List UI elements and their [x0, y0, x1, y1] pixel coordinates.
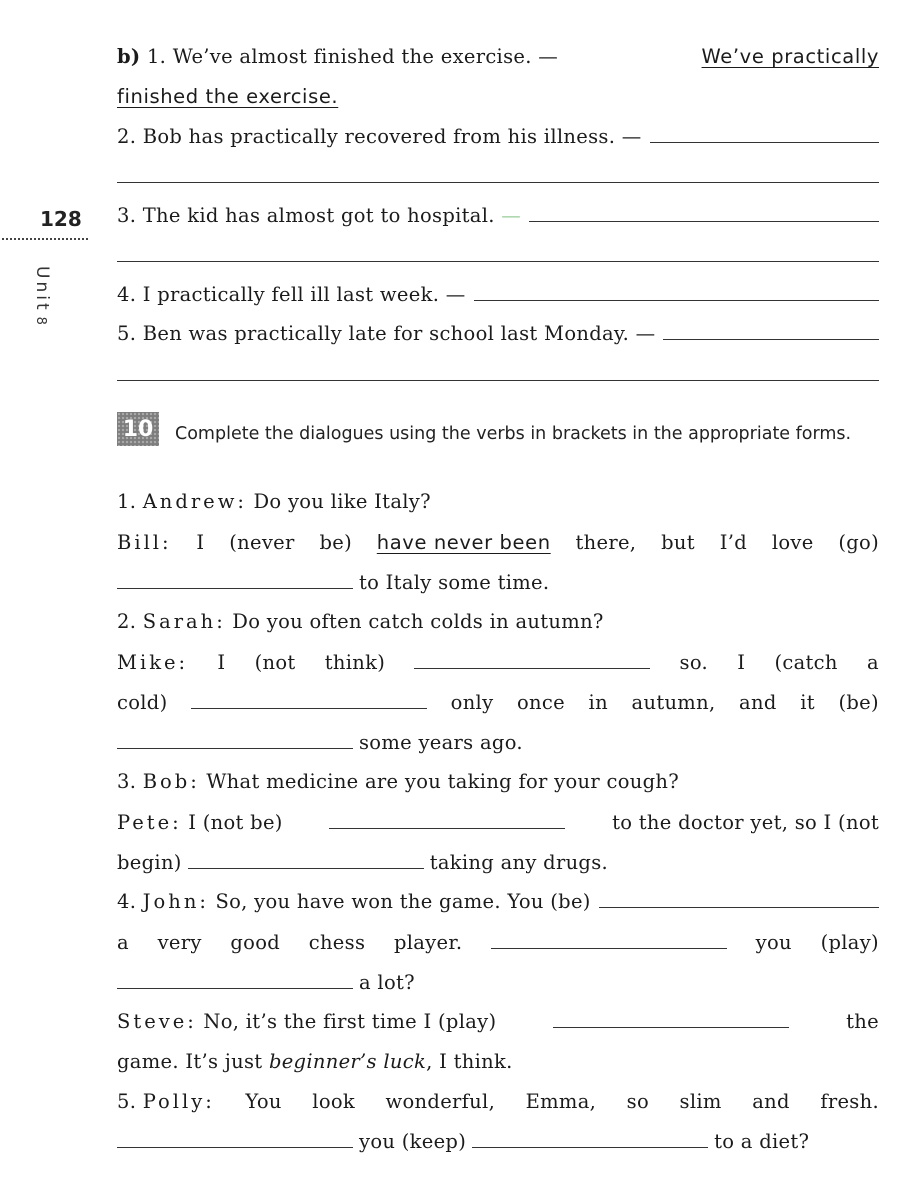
word: player.	[393, 931, 463, 954]
answer-blank[interactable]	[117, 747, 353, 749]
word: I	[737, 651, 746, 674]
example-answer: have never been	[376, 531, 551, 554]
word: once	[517, 691, 565, 714]
example-answer-part2: finished the exercise.	[117, 85, 339, 108]
page-number-rule	[2, 238, 88, 240]
item-number: 4.	[117, 283, 137, 306]
dialogue-text: to Italy some time.	[359, 571, 550, 594]
dialogue-text: , I think.	[426, 1050, 513, 1073]
word: there,	[575, 531, 637, 554]
speaker-name: Bill:	[117, 531, 172, 554]
dash: —	[635, 322, 656, 345]
dash: —	[621, 125, 642, 148]
dialogue-text: So, you have won the game. You (be)	[215, 890, 591, 913]
answer-blank[interactable]	[191, 707, 427, 709]
answer-blank[interactable]	[414, 667, 650, 669]
dialogue-2-line-1	[117, 609, 879, 635]
dialogue-text: to a diet?	[714, 1130, 810, 1153]
dialogue-number: 4.	[117, 890, 137, 913]
exercise-instruction: Complete the dialogues using the verbs in brackets in the appropriate forms.	[175, 424, 852, 444]
word: be)	[319, 531, 352, 554]
word: the	[846, 1010, 879, 1033]
word: (not	[254, 651, 296, 674]
word: autumn,	[631, 691, 716, 714]
word: it	[800, 691, 815, 714]
word: you	[755, 931, 792, 954]
speaker-name: Polly:	[142, 1090, 215, 1113]
word: Emma,	[525, 1090, 597, 1113]
dialogue-3-line-1	[117, 769, 879, 795]
item-number: 1.	[146, 45, 167, 68]
word: I	[196, 531, 205, 554]
word: and	[752, 1090, 790, 1113]
speaker-name: Bob:	[142, 770, 200, 793]
answer-line[interactable]	[117, 182, 879, 183]
item-sentence: Ben was practically late for school last Monday.	[142, 322, 630, 345]
speaker-name: Sarah:	[142, 610, 226, 633]
page-number: 128	[40, 207, 82, 231]
dialogue-number: 2.	[117, 610, 137, 633]
word: a	[117, 931, 129, 954]
section-b-label: b)	[117, 45, 141, 68]
speaker-name: Andrew:	[142, 490, 247, 513]
answer-blank[interactable]	[117, 587, 353, 589]
item-number: 2.	[117, 125, 137, 148]
speaker-name: John:	[142, 890, 209, 913]
dialogue-1-line-2	[117, 530, 879, 556]
answer-line[interactable]	[117, 261, 879, 262]
word: cold)	[117, 691, 168, 714]
dialogue-text: to the doctor yet, so I (not	[612, 811, 879, 834]
dialogue-2-line-2	[117, 650, 879, 676]
word: so	[626, 1090, 650, 1113]
section-b-item-2	[117, 124, 879, 150]
dialogue-3-line-2	[117, 810, 879, 836]
answer-blank[interactable]	[663, 338, 879, 340]
word: but	[661, 531, 695, 554]
dialogue-text: taking any drugs.	[429, 851, 609, 874]
dialogue-4-line-3	[117, 970, 879, 996]
section-b-item-1	[117, 44, 879, 70]
word: I	[217, 651, 226, 674]
section-b-item-3	[117, 203, 879, 229]
word: good	[230, 931, 281, 954]
word: and	[739, 691, 777, 714]
section-b-item-5	[117, 321, 879, 347]
unit-number: 8	[33, 316, 48, 328]
dialogue-2-line-3	[117, 690, 879, 716]
word: slim	[679, 1090, 722, 1113]
dash: —	[501, 204, 522, 227]
dialogue-4-line-2	[117, 930, 879, 956]
word: chess	[308, 931, 366, 954]
item-number: 3.	[117, 204, 137, 227]
dialogue-number: 3.	[117, 770, 137, 793]
answer-blank[interactable]	[472, 1146, 708, 1148]
word: (catch	[774, 651, 838, 674]
word: (never	[229, 531, 295, 554]
answer-blank[interactable]	[491, 947, 727, 949]
word: (play)	[820, 931, 879, 954]
dialogue-text: Do you like Italy?	[253, 490, 431, 513]
item-sentence: I practically fell ill last week.	[142, 283, 440, 306]
unit-label	[32, 266, 52, 328]
answer-line[interactable]	[117, 380, 879, 381]
section-b-item-4	[117, 282, 879, 308]
word: (be)	[838, 691, 879, 714]
answer-blank[interactable]	[188, 867, 424, 869]
dialogue-5-line-2	[117, 1129, 879, 1155]
dash: —	[538, 45, 559, 68]
dialogue-text: begin)	[117, 851, 182, 874]
dash: —	[445, 283, 466, 306]
dialogue-4-line-5	[117, 1049, 879, 1075]
word: (go)	[838, 531, 879, 554]
item-sentence: We’ve almost finished the exercise.	[172, 45, 532, 68]
dialogue-text: No, it’s the first time I (play)	[203, 1010, 497, 1033]
item-sentence: The kid has almost got to hospital.	[142, 204, 495, 227]
dialogue-number: 5.	[117, 1090, 137, 1113]
word: think)	[324, 651, 386, 674]
answer-blank[interactable]	[474, 299, 879, 301]
dialogue-text: a lot?	[359, 971, 415, 994]
dialogue-1-line-3	[117, 570, 879, 596]
answer-blank[interactable]	[650, 141, 879, 143]
dialogue-1-line-1	[117, 489, 879, 515]
word: a	[866, 651, 879, 674]
section-b-item-1-cont	[117, 84, 879, 110]
dialogue-text: you (keep)	[359, 1130, 467, 1153]
speaker-name: Mike:	[117, 651, 189, 674]
item-sentence: Bob has practically recovered from his illness.	[142, 125, 616, 148]
word: I’d	[719, 531, 747, 554]
word: look	[312, 1090, 356, 1113]
answer-blank[interactable]	[117, 987, 353, 989]
speaker-name: Pete:	[117, 811, 182, 834]
answer-blank[interactable]	[553, 1026, 789, 1028]
item-number: 5.	[117, 322, 137, 345]
dialogue-3-line-3	[117, 850, 879, 876]
dialogue-text: What medicine are you taking for your cough?	[206, 770, 679, 793]
exercise-number-badge: 10	[117, 412, 159, 446]
italic-phrase: beginner’s luck	[268, 1050, 427, 1073]
dialogue-text: I (not be)	[188, 811, 283, 834]
word: only	[450, 691, 494, 714]
answer-blank[interactable]	[599, 906, 879, 908]
dialogue-text: game. It’s just	[117, 1050, 269, 1073]
dialogue-number: 1.	[117, 490, 137, 513]
answer-blank[interactable]	[329, 827, 565, 829]
word: You	[245, 1090, 282, 1113]
word: in	[588, 691, 608, 714]
dialogue-5-line-1	[117, 1089, 879, 1115]
speaker-name: Steve:	[117, 1010, 197, 1033]
dialogue-4-line-1	[117, 889, 879, 915]
word: wonderful,	[385, 1090, 496, 1113]
answer-blank[interactable]	[529, 220, 879, 222]
dialogue-text: some years ago.	[359, 731, 523, 754]
dialogue-2-line-4	[117, 730, 879, 756]
unit-label-text: Unit	[32, 266, 52, 313]
dialogue-4-line-4	[117, 1009, 879, 1035]
word: very	[157, 931, 202, 954]
answer-blank[interactable]	[117, 1146, 353, 1148]
word: love	[771, 531, 814, 554]
dialogue-text: Do you often catch colds in autumn?	[232, 610, 604, 633]
word: so.	[679, 651, 709, 674]
word: fresh.	[820, 1090, 879, 1113]
example-answer-part1: We’ve practically	[701, 45, 879, 68]
